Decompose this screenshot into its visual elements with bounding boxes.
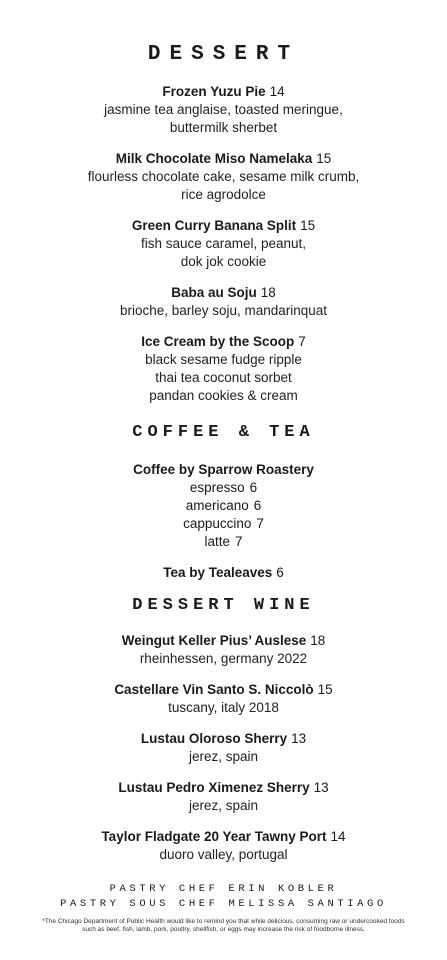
item-name: Green Curry Banana Split: [131, 218, 297, 233]
item-name: espresso: [189, 480, 245, 495]
item-description: jasmine tea anglaise, toasted meringue,: [104, 102, 343, 117]
item-name: Tea by Tealeaves: [163, 565, 273, 580]
item-price: 15: [300, 218, 316, 233]
item-name: Baba au Soju: [171, 285, 257, 300]
dessert-item: [0, 149, 447, 204]
dessert-item: [0, 216, 447, 271]
item-name: Milk Chocolate Miso Namelaka: [115, 151, 313, 166]
item-price: 14: [269, 84, 285, 99]
item-price: 7: [235, 534, 243, 549]
item-name: cappuccino: [183, 516, 252, 531]
item-description: jerez, spain: [188, 798, 259, 813]
item-price: 6: [249, 480, 258, 495]
list-item: [0, 479, 447, 497]
item-description: rice agrodolce: [181, 187, 266, 202]
dessert-section-title: DESSERT: [147, 43, 300, 66]
item-price: 15: [316, 151, 332, 166]
item-price: 6: [276, 565, 284, 580]
pastry-chef-credit: PASTRY CHEF ERIN KOBLER: [109, 883, 338, 895]
item-name: Taylor Fladgate 20 Year Tawny Port: [101, 829, 327, 844]
tea-item: [0, 563, 447, 582]
item-name: americano: [185, 498, 249, 513]
wine-item: [0, 631, 447, 668]
wine-item: [0, 729, 447, 766]
item-name: Castellare Vin Santo S. Niccolò: [114, 682, 314, 697]
item-price: 6: [253, 498, 262, 513]
item-price: 15: [317, 682, 333, 697]
item-price: 18: [260, 285, 276, 300]
menu-footer: [0, 882, 447, 933]
item-description: duoro valley, portugal: [159, 847, 288, 862]
item-price: 7: [256, 516, 264, 531]
list-item: [0, 533, 447, 551]
dessert-list: [0, 82, 447, 405]
list-item: [0, 497, 447, 515]
item-name: Lustau Oloroso Sherry: [140, 731, 288, 746]
item-name: latte: [204, 534, 230, 549]
item-description: thai tea coconut sorbet: [155, 370, 292, 385]
list-item: [0, 515, 447, 533]
item-price: 7: [298, 334, 306, 349]
coffee-heading: Coffee by Sparrow Roastery: [133, 462, 314, 477]
item-description: rheinhessen, germany 2022: [139, 651, 308, 666]
item-description: tuscany, italy 2018: [168, 700, 279, 715]
item-price: 14: [330, 829, 346, 844]
item-price: 13: [291, 731, 307, 746]
wine-item: [0, 778, 447, 815]
item-description: pandan cookies & cream: [149, 388, 298, 403]
item-name: Lustau Pedro Ximenez Sherry: [118, 780, 310, 795]
item-price: 13: [313, 780, 329, 795]
coffee-list: [0, 460, 447, 551]
pastry-sous-chef-credit: PASTRY SOUS CHEF MELISSA SANTIAGO: [60, 898, 387, 910]
item-description: jerez, spain: [188, 749, 259, 764]
item-name: Weingut Keller Pius’ Auslese: [121, 633, 307, 648]
item-price: 18: [310, 633, 326, 648]
item-description: dok jok cookie: [180, 254, 267, 269]
item-name: Frozen Yuzu Pie: [162, 84, 266, 99]
dessert-wine-section-title: DESSERT WINE: [132, 596, 315, 615]
item-description: brioche, barley soju, mandarinquat: [119, 303, 328, 318]
wine-item: [0, 680, 447, 717]
coffee-tea-section-title: COFFEE & TEA: [132, 423, 315, 442]
item-description: black sesame fudge ripple: [145, 352, 302, 367]
wine-item: [0, 827, 447, 864]
health-disclaimer: *The Chicago Department of Public Health would like to remind you that while delicious, consuming raw or undercooked foods such as beef, fish, lamb, pork, poultry, shellfish, or eggs may increase the risk of foodborne illness.: [42, 918, 405, 933]
item-description: fish sauce caramel, peanut,: [140, 236, 307, 251]
item-description: flourless chocolate cake, sesame milk crumb,: [87, 169, 360, 184]
wine-list: [0, 631, 447, 864]
dessert-item: [0, 82, 447, 137]
item-name: Ice Cream by the Scoop: [141, 334, 295, 349]
dessert-item: [0, 332, 447, 405]
item-description: buttermilk sherbet: [169, 120, 278, 135]
dessert-item: [0, 283, 447, 320]
